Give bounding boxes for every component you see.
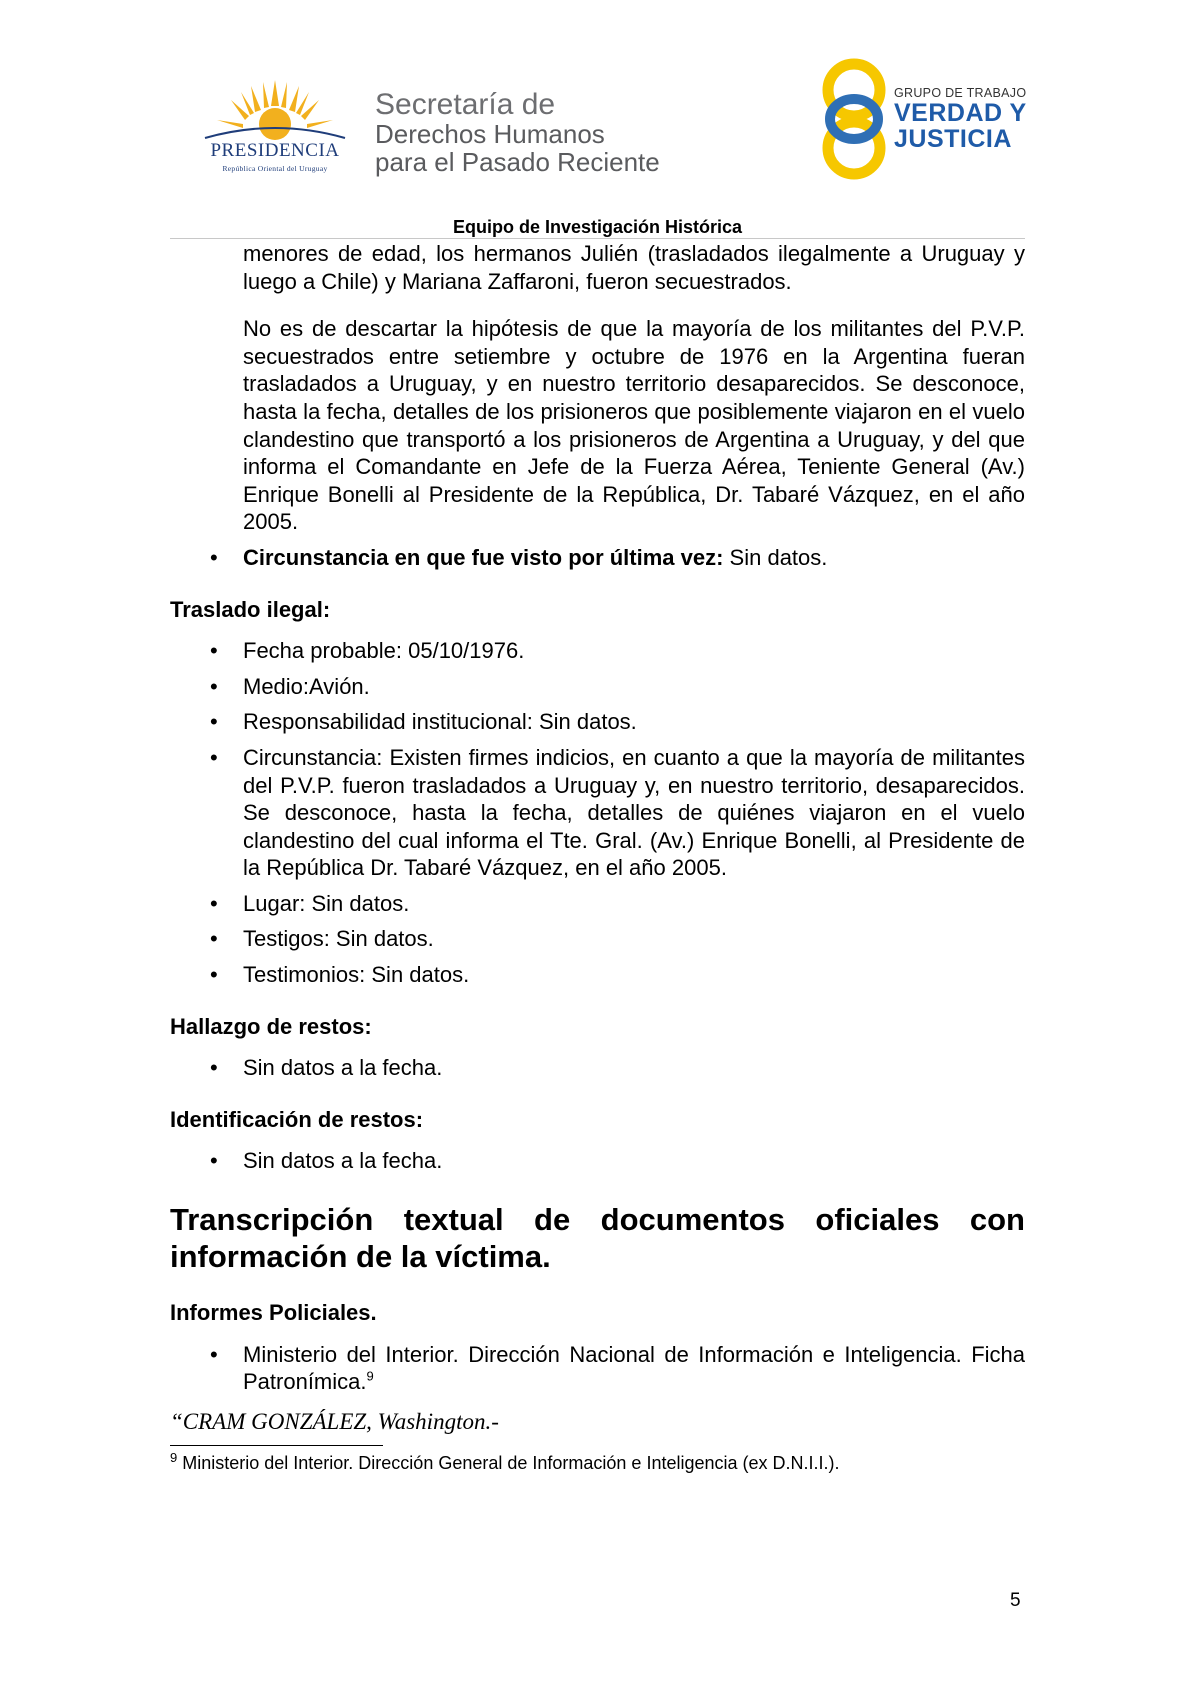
page-number: 5 [1010,1590,1021,1611]
list-item [170,708,1025,736]
footnote [170,1452,1025,1474]
bullet-glyph: • [210,709,218,735]
bullet-glyph: • [210,962,218,988]
list-item-text: Sin datos a la fecha. [243,1148,443,1174]
team-title: Equipo de Investigación Histórica [452,217,743,237]
list-item [170,1054,1025,1082]
list-item-text: Ministerio del Interior. Dirección Nacional de Información e Inteligencia. Ficha Patronímica. [243,1341,1025,1395]
justicia-label: JUSTICIA [894,125,1012,153]
bullet-glyph: • [210,1341,218,1367]
list-item-text: Testimonios: Sin datos. [243,962,470,988]
list-item-text: Medio:Avión. [243,673,370,699]
list-item-text: Sin datos a la fecha. [243,1055,443,1081]
traslado-heading: Traslado ilegal: [170,596,331,622]
list-item-text: Lugar: Sin datos. [243,890,410,916]
informes-heading: Informes Policiales. [170,1300,377,1326]
secretaria-line-1: Secretaría de [375,88,556,121]
list-item [170,544,1025,572]
footnote-text: Ministerio del Interior. Dirección General de Información e Inteligencia (ex D.N.I.I.). [177,1453,840,1474]
list-item [170,890,1025,918]
grupo-trabajo-label: GRUPO DE TRABAJO [894,86,1027,100]
presidencia-label: PRESIDENCIA [210,140,340,161]
bullet-glyph: • [210,544,218,570]
transcripcion-heading: Transcripción textual de documentos oficiales con información de la víctima. [170,1202,1025,1275]
document-quote: “CRAM GONZÁLEZ, Washington.- [170,1408,499,1434]
list-item-text: Testigos: Sin datos. [243,926,434,952]
footnote-reference: 9 [366,1368,374,1384]
list-item [170,673,1025,701]
grupo-trabajo-logotype [894,86,1027,152]
list-item [170,1341,1025,1396]
last-seen-label: Circunstancia en que fue visto por última vez: [243,544,724,570]
identificacion-heading: Identificación de restos: [170,1106,424,1132]
bullet-glyph: • [210,1055,218,1081]
bullet-glyph: • [210,926,218,952]
list-item-text: Responsabilidad institucional: Sin datos. [243,709,637,735]
hallazgo-heading: Hallazgo de restos: [170,1013,372,1039]
list-item-text: Circunstancia: Existen firmes indicios, en cuanto a que la mayoría de militantes del P.V.P. fueron trasladados a Uruguay y, en nuestro territorio, desaparecidos. Se desconoce, hasta la fecha, detalles de quiénes viajaron en el vuelo clandestino del cual informa el Tte. Gral. (Av.) Enrique Bonelli, al Presidente de la República Dr. Tabaré Vázquez, en el año 2005. [243,744,1025,881]
list-item [170,637,1025,665]
page-header [0,0,1190,240]
bullet-glyph: • [210,673,218,699]
last-seen-list [170,544,1025,572]
hypothesis-paragraph: No es de descartar la hipótesis de que la mayoría de los militantes del P.V.P. secuestrados entre setiembre y octubre de 1976 en la Argentina fueran trasladados a Uruguay, y en nuestro territorio desaparecidos. Se desconoce, hasta la fecha, detalles de los prisioneros que posiblemente viajaron en el vuelo clandestino que transportó a los prisioneros de Argentina a Uruguay, y del que informa el Comandante en Jefe de la Fuerza Aérea, Teniente General (Av.) Enrique Bonelli al Presidente de la República, Dr. Tabaré Vázquez, en el año 2005. [243,316,1025,535]
footnote-number: 9 [170,1450,178,1466]
continued-paragraph: menores de edad, los hermanos Julién (trasladados ilegalmente a Uruguay y luego a Chile) y Mariana Zaffaroni, fueron secuestrados. [243,241,1025,294]
verdad-label: VERDAD Y [894,99,1027,127]
document-body [170,240,1025,1474]
secretaria-logotype [375,90,660,176]
bullet-glyph: • [210,744,218,770]
bullet-glyph: • [210,1148,218,1174]
list-item [170,1147,1025,1175]
list-item [170,961,1025,989]
traslado-list [170,637,1025,989]
header-divider [170,238,1025,239]
list-item [170,925,1025,953]
bullet-glyph: • [210,638,218,664]
presidencia-subtitle: República Oriental del Uruguay [222,164,328,173]
informes-list [170,1341,1025,1396]
list-item-text: Fecha probable: 05/10/1976. [243,638,525,664]
presidencia-logo [195,78,355,178]
list-item [170,744,1025,882]
secretaria-line-2: Derechos Humanos [375,119,605,149]
identificacion-list [170,1147,1025,1175]
last-seen-value: Sin datos. [723,544,828,570]
hallazgo-list [170,1054,1025,1082]
sun-icon [195,78,355,142]
footnote-divider [170,1445,383,1446]
bullet-glyph: • [210,890,218,916]
secretaria-line-3: para el Pasado Reciente [375,147,660,177]
